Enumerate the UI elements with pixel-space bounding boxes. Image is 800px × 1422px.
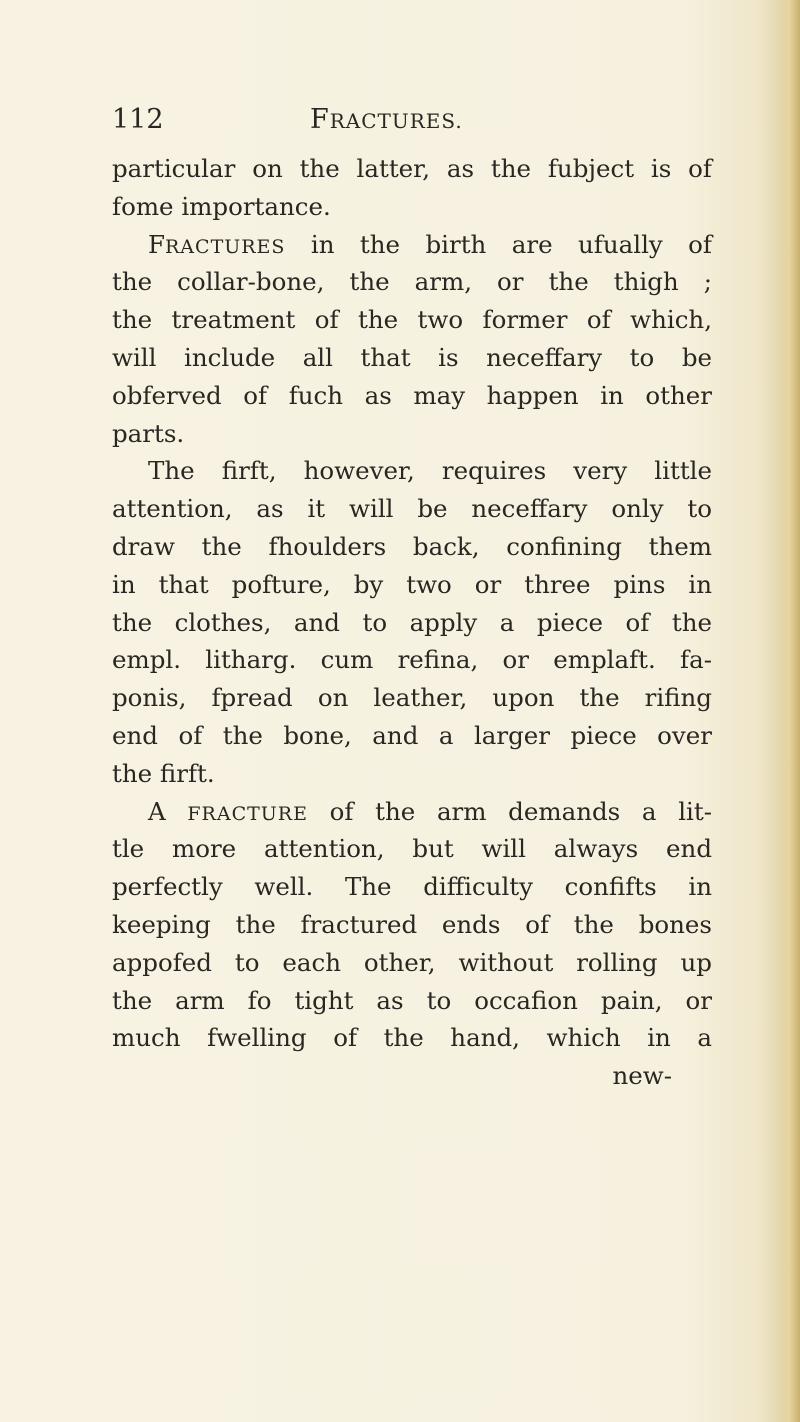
text-line: the arm fo tight as to occafion pain, or (112, 985, 712, 1015)
page-header (112, 98, 712, 142)
text-line: empl. litharg. cum refina, or emplaft. fa- (112, 645, 712, 675)
body-text (112, 150, 712, 1095)
text-line: in that pofture, by two or three pins in (112, 569, 712, 599)
text-line: the firft. (112, 758, 215, 788)
text-line: the treatment of the two former of which, (112, 305, 712, 335)
text-line: perfectly well. The difficulty confifts in (112, 872, 712, 902)
lead-a: A (148, 796, 188, 826)
text-line: will include all that is neceffary to be (112, 342, 712, 372)
text-line: obferved of fuch as may happen in other (112, 380, 712, 410)
text-line: keeping the fractured ends of the bones (112, 909, 712, 939)
text-line: the collar-bone, the arm, or the thigh ; (112, 267, 712, 297)
running-head-initial: F (310, 104, 330, 135)
text-line: appofed to each other, without rolling up (112, 947, 712, 977)
text-line: draw the fhoulders back, confining them (112, 531, 712, 561)
text-line: ponis, fpread on leather, upon the rifing (112, 683, 712, 713)
lead-initial: F (148, 229, 165, 259)
text-line: the clothes, and to apply a piece of the (112, 607, 712, 637)
line-rest: of the arm demands a lit- (307, 796, 712, 826)
text-line: end of the bone, and a larger piece over (112, 720, 712, 750)
line-rest: in the birth are ufually of (285, 229, 712, 259)
text-line: fome importance. (112, 191, 331, 221)
lead-smallcaps: FRACTURE (187, 802, 308, 825)
text-line: The firft, however, requires very little (148, 456, 712, 486)
text-line (112, 793, 712, 831)
text-line: much fwelling of the hand, which in a (112, 1023, 712, 1053)
text-line: tle more attention, but will always end (112, 834, 712, 864)
catchword: new- (612, 1061, 672, 1091)
page-number: 112 (112, 104, 164, 135)
running-head-rest: RACTURES. (329, 109, 463, 133)
text-line: attention, as it will be neceffary only to (112, 494, 712, 524)
text-line (112, 226, 712, 264)
text-line: particular on the latter, as the fubject is of (112, 154, 712, 183)
page-edge (778, 0, 800, 1422)
text-line: parts. (112, 418, 185, 448)
running-head (310, 104, 463, 135)
lead-smallcaps: RACTURES (165, 235, 286, 258)
